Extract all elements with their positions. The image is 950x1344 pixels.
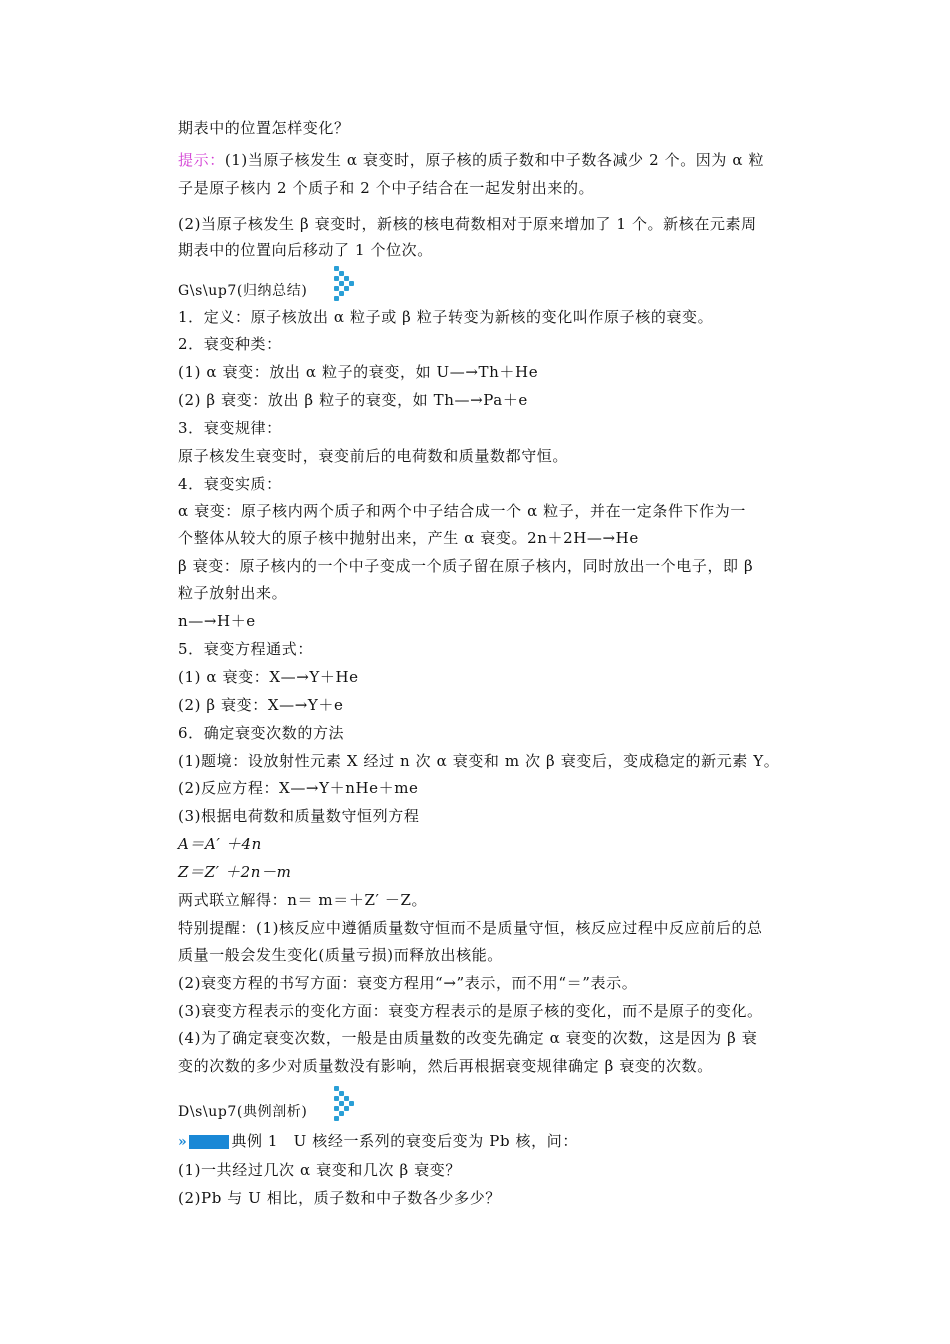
paragraph-line: (1) α 衰变：放出 α 粒子的衰变，如 U—→Th＋He bbox=[178, 363, 539, 381]
paragraph-line: 4．衰变实质： bbox=[178, 475, 282, 493]
paragraph-line: β 衰变：原子核内的一个中子变成一个质子留在原子核内，同时放出一个电子，即 β bbox=[178, 557, 754, 575]
paragraph-line: n—→H＋e bbox=[178, 612, 256, 630]
paragraph-line: 期表中的位置向后移动了 1 个位次。 bbox=[178, 241, 433, 259]
paragraph-line: 期表中的位置怎样变化？ bbox=[178, 119, 350, 137]
example-heading bbox=[178, 1131, 808, 1152]
hint-label: 提示： bbox=[178, 151, 225, 169]
paragraph-line: (2) β 衰变：X—→Y＋e bbox=[178, 696, 344, 714]
paragraph-line: 2．衰变种类： bbox=[178, 335, 282, 353]
paragraph-line: 两式联立解得：n＝ m＝＋Z′ －Z。 bbox=[178, 891, 428, 909]
paragraph-line: (3)衰变方程表示的变化方面：衰变方程表示的是原子核的变化，而不是原子的变化。 bbox=[178, 1002, 763, 1020]
paragraph-line: (1)一共经过几次 α 衰变和几次 β 衰变？ bbox=[178, 1161, 461, 1179]
paragraph-line: 原子核发生衰变时，衰变前后的电荷数和质量数都守恒。 bbox=[178, 447, 569, 465]
paragraph-line: 个整体从较大的原子核中抛射出来，产生 α 衰变。2n＋2H—→He bbox=[178, 529, 639, 547]
dotted-chevron-icon bbox=[334, 1086, 356, 1120]
paragraph-line: 1．定义：原子核放出 α 粒子或 β 粒子转变为新核的变化叫作原子核的衰变。 bbox=[178, 308, 714, 326]
paragraph-line: 特别提醒：(1)核反应中遵循质量数守恒而不是质量守恒，核反应过程中反应前后的总 bbox=[178, 919, 763, 937]
paragraph-line: (4)为了确定衰变次数，一般是由质量数的改变先确定 α 衰变的次数，这是因为 β 衰 bbox=[178, 1029, 758, 1047]
paragraph-line: (2)衰变方程的书写方面：衰变方程用“→”表示，而不用“＝”表示。 bbox=[178, 974, 638, 992]
section-heading-summary: G\s\up7(归纳总结) bbox=[178, 283, 308, 299]
formula-line: Z＝Z′ ＋2n－m bbox=[178, 863, 292, 881]
paragraph-line: 3．衰变规律： bbox=[178, 419, 282, 437]
paragraph-line: (3)根据电荷数和质量数守恒列方程 bbox=[178, 807, 420, 825]
paragraph-line: 质量一般会发生变化(质量亏损)而释放出核能。 bbox=[178, 946, 503, 964]
paragraph-line: (1)题境：设放射性元素 X 经过 n 次 α 衰变和 m 次 β 衰变后，变成稳定的新元素 Y。 bbox=[178, 752, 780, 770]
hint-paragraph bbox=[178, 150, 808, 170]
paragraph-line: (2)反应方程：X—→Y＋nHe＋me bbox=[178, 779, 419, 797]
paragraph-line: 子是原子核内 2 个质子和 2 个中子结合在一起发射出来的。 bbox=[178, 179, 595, 197]
double-arrow-icon: » bbox=[178, 1134, 188, 1150]
dotted-chevron-icon bbox=[334, 266, 356, 300]
formula-line: A＝A′ ＋4n bbox=[178, 835, 262, 853]
paragraph-line: 5．衰变方程通式： bbox=[178, 640, 313, 658]
paragraph-line: (2)Pb 与 U 相比，质子数和中子数各少多少？ bbox=[178, 1189, 501, 1207]
section-heading-example: D\s\up7(典例剖析) bbox=[178, 1104, 308, 1120]
paragraph-line: (2) β 衰变：放出 β 粒子的衰变，如 Th—→Pa＋e bbox=[178, 391, 528, 409]
paragraph-line: (1) α 衰变：X—→Y＋He bbox=[178, 668, 359, 686]
example-badge bbox=[189, 1135, 229, 1149]
hint-text: (1)当原子核发生 α 衰变时，原子核的质子数和中子数各减少 2 个。因为 α 粒 bbox=[224, 151, 765, 169]
paragraph-line: (2)当原子核发生 β 衰变时，新核的核电荷数相对于原来增加了 1 个。新核在元素周 bbox=[178, 215, 757, 233]
paragraph-line: 6．确定衰变次数的方法 bbox=[178, 724, 345, 742]
example-text: 典例 1 U 核经一系列的衰变后变为 Pb 核，问： bbox=[231, 1132, 578, 1150]
paragraph-line: 变的次数的多少对质量数没有影响，然后再根据衰变规律确定 β 衰变的次数。 bbox=[178, 1057, 713, 1075]
paragraph-line: α 衰变：原子核内两个质子和两个中子结合成一个 α 粒子，并在一定条件下作为一 bbox=[178, 502, 746, 520]
paragraph-line: 粒子放射出来。 bbox=[178, 584, 288, 602]
